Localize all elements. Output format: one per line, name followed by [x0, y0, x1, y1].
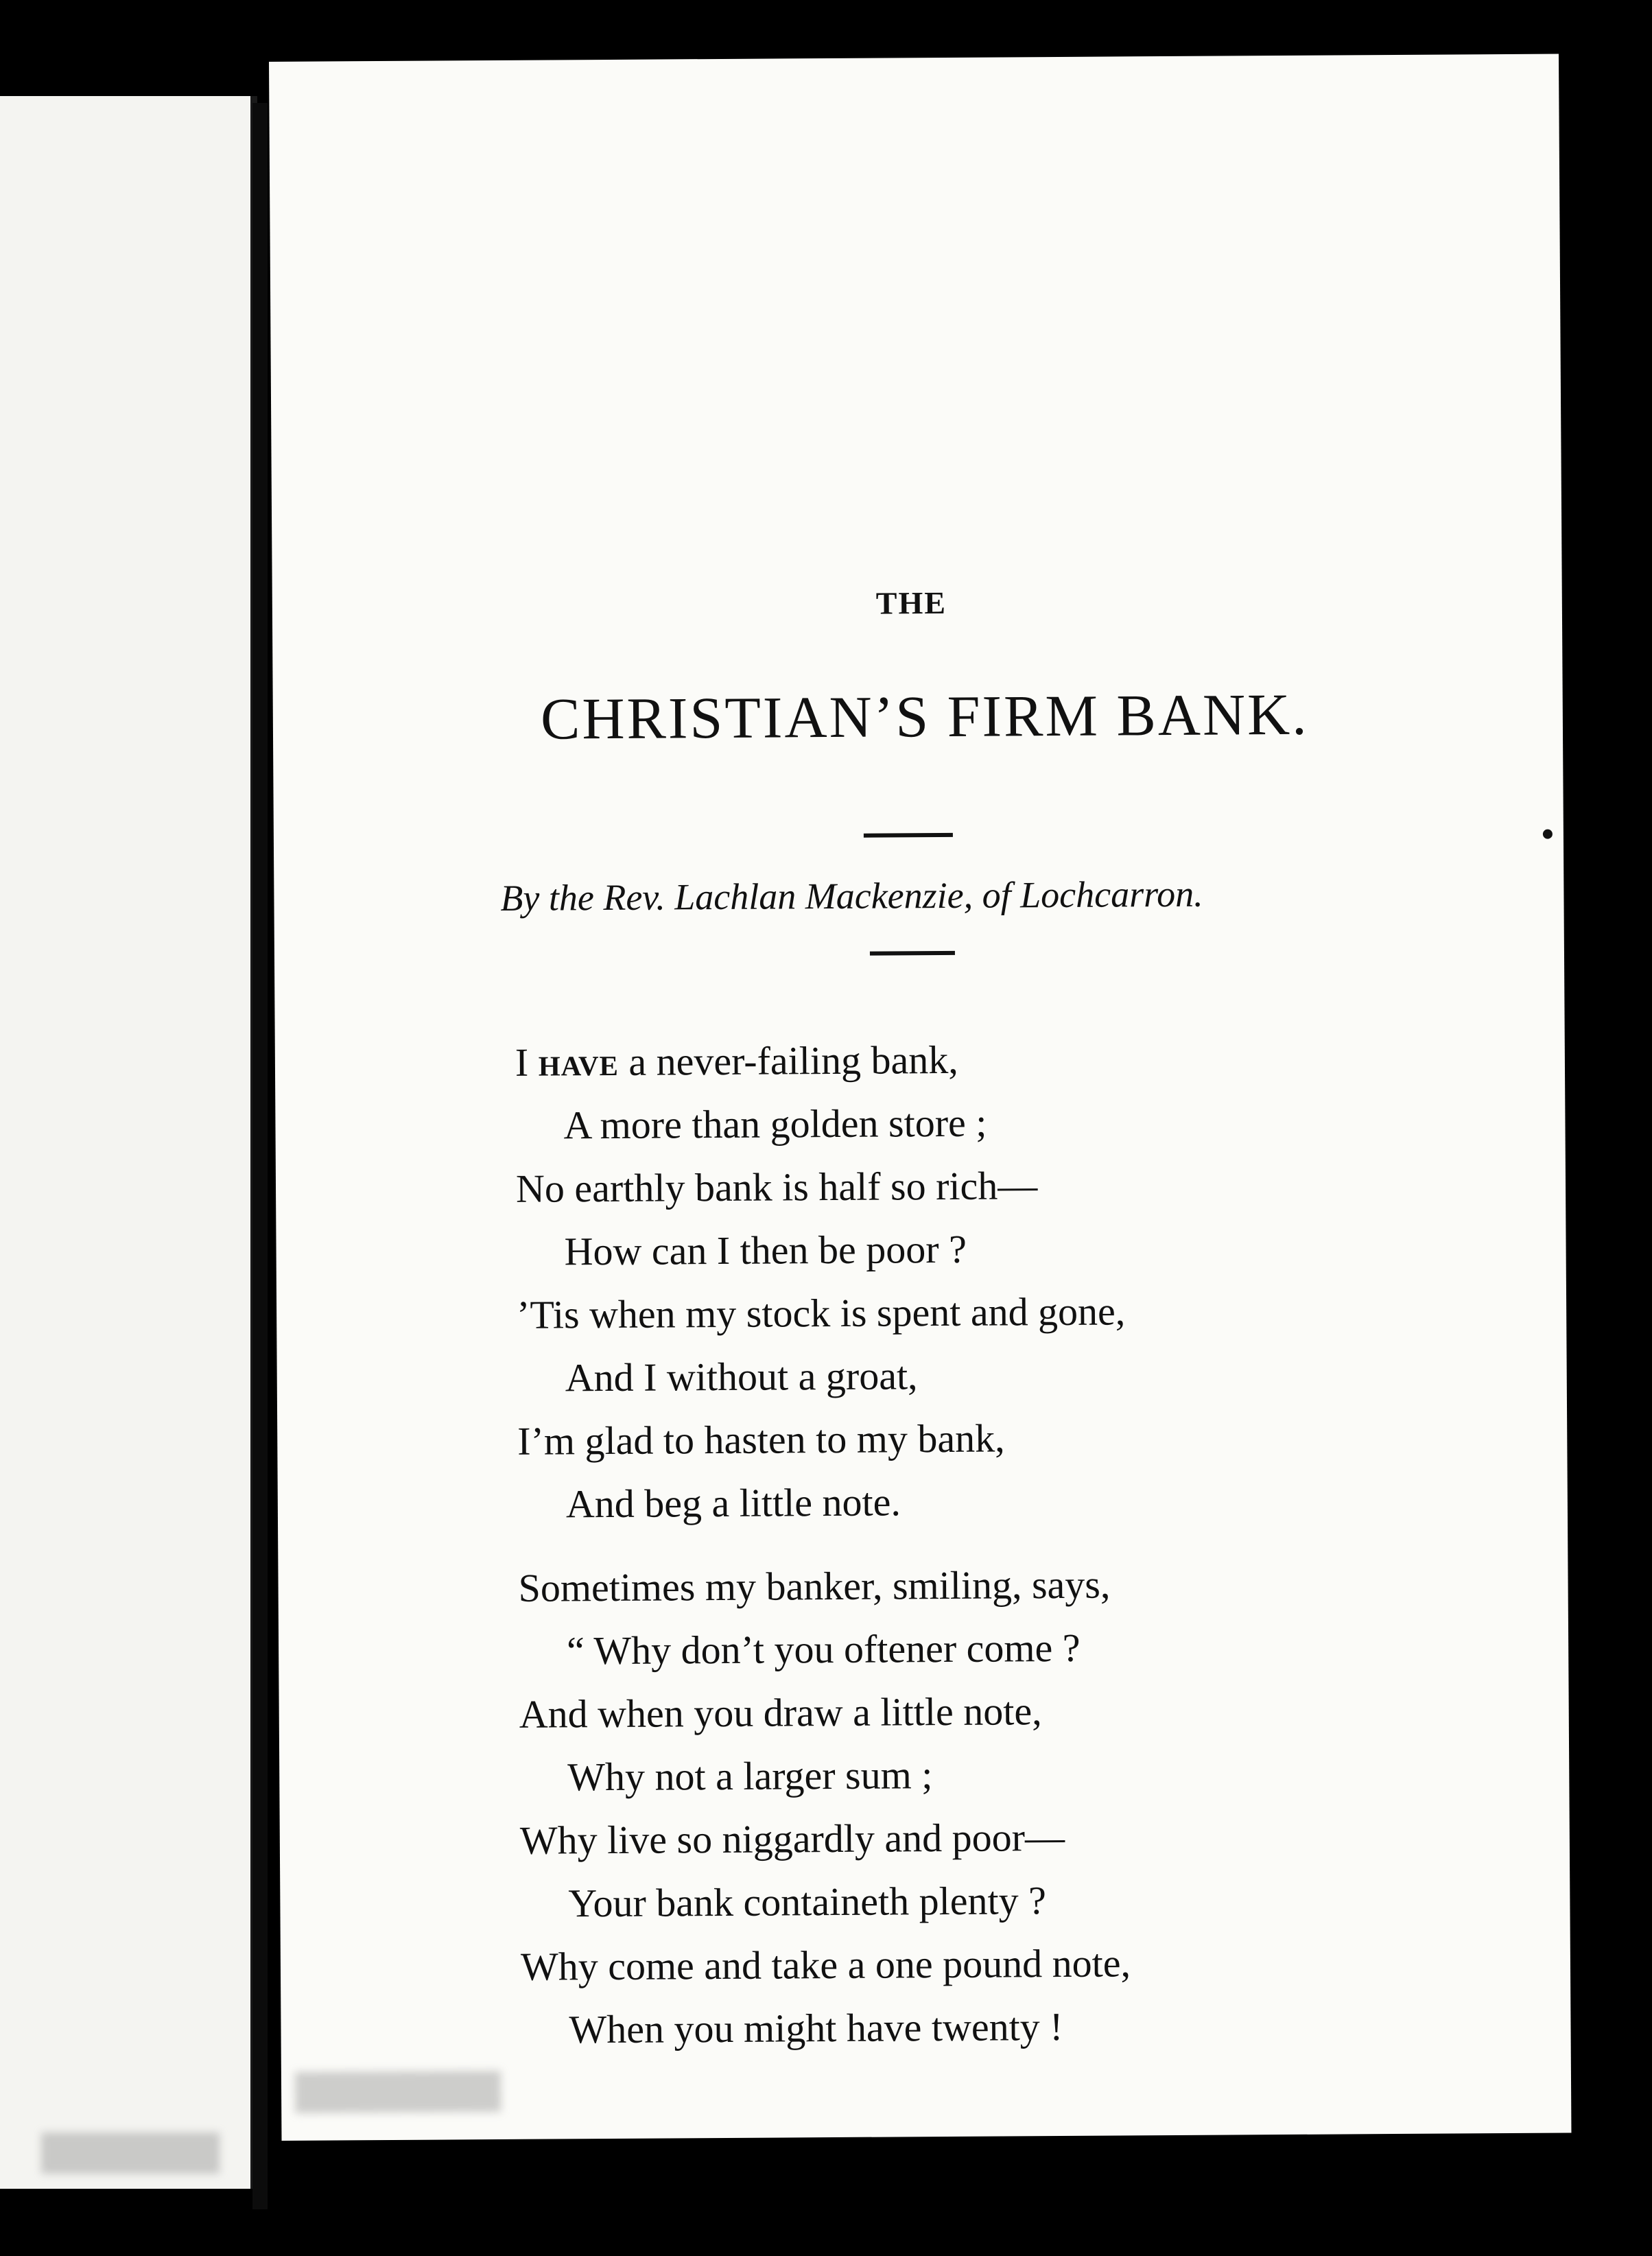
poem-line: When you might have twenty !: [569, 2004, 1063, 2052]
book-gutter: [252, 103, 268, 2209]
poem-line: A more than golden store ;: [563, 1100, 987, 1148]
poem-line: And when you draw a little note,: [519, 1689, 1042, 1737]
left-page-edge: [0, 96, 257, 2189]
poem-line-rest: a never-failing bank,: [618, 1037, 958, 1084]
poem-line: Why not a larger sum ;: [567, 1752, 933, 1800]
page-content: [269, 54, 1571, 2141]
poem-stanza-2: [518, 1551, 1413, 2062]
page-title: CHRISTIAN’S FIRM BANK.: [540, 681, 1309, 752]
poem-line: Why come and take a one pound note,: [520, 1940, 1131, 1989]
poem-line: Your bank containeth plenty ?: [568, 1878, 1047, 1926]
poem-line: “ Why don’t you oftener come ?: [566, 1625, 1081, 1673]
poem-line: [515, 1026, 1408, 1094]
right-page: [269, 54, 1571, 2141]
page-smudge: [295, 2071, 501, 2113]
divider-rule-top: [864, 833, 953, 838]
left-page-smudge: [41, 2132, 220, 2174]
poem: [515, 1026, 1413, 2062]
poem-line: ’Tis when my stock is spent and gone,: [516, 1289, 1126, 1337]
ink-speck: [1543, 830, 1553, 839]
poem-line: Why live so niggardly and poor—: [519, 1814, 1065, 1863]
poem-line: And beg a little note.: [565, 1479, 901, 1527]
poem-stanza-1: [515, 1026, 1410, 1536]
poem-line-first-word: I: [515, 1039, 539, 1085]
poem-line-small-caps: have: [538, 1039, 620, 1085]
poem-line: No earthly bank is half so rich—: [515, 1163, 1038, 1211]
divider-rule-bottom: [870, 951, 955, 956]
poem-line: And I without a groat,: [565, 1353, 918, 1400]
heading-the: THE: [875, 585, 947, 621]
poem-line: Sometimes my banker, smiling, says,: [518, 1562, 1111, 1610]
poem-line: How can I then be poor ?: [564, 1226, 967, 1274]
poem-line: I’m glad to hasten to my bank,: [517, 1415, 1005, 1464]
author-byline: By the Rev. Lachlan Mackenzie, of Lochcarron.: [500, 873, 1203, 919]
